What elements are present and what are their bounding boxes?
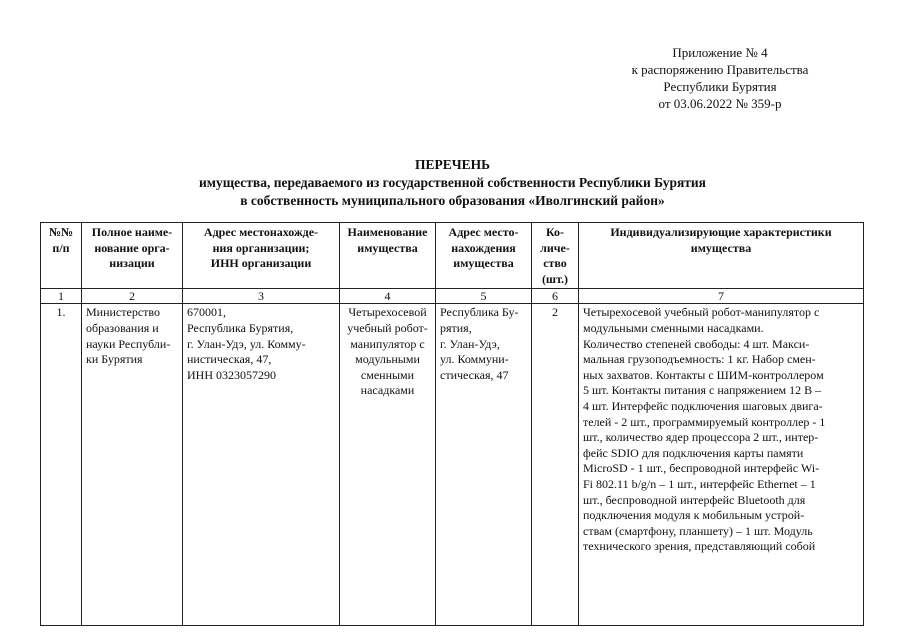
row-number: 1.	[41, 304, 82, 626]
appendix-block	[590, 44, 850, 112]
characteristics-cell: Четырехосевой учебный робот-манипулятор с модульными сменными насадками. Количество степеней свободы: 4 шт. Макси- мальная грузоподъемность: 1 кг. Набор смен- ных захватов. Контакты с ШИМ-контроллером 5 шт. Контакты питания с напряжением 12 В – 4 шт. Интерфейс подключения шаговых двига- телей - 2 шт., программируемый контроллер - 1 шт., количество ядер процессора 2 шт., интер- фейс SDIO для подключения карты памяти MicroSD - 1 шт., беспроводной интерфейс Wi- Fi 802.11 b/g/n – 1 шт., интерфейс Ethernet – 1 шт., беспроводной интерфейс Bluetooth для подключения модуля к мобильным устрой- ствам (смартфону, планшету) – 1 шт. Модуль технического зрения, представляющий собой	[579, 304, 864, 626]
appendix-line: от 03.06.2022 № 359-р	[658, 96, 782, 111]
property-address-cell: Республика Бу- рятия, г. Улан-Удэ, ул. Коммуни- стическая, 47	[436, 304, 532, 626]
column-number: 5	[436, 289, 532, 304]
table-row	[41, 304, 864, 626]
property-name-cell: Четырехосевой учебный робот- манипулятор с модульными сменными насадками	[340, 304, 436, 626]
organization-address-cell: 670001, Республика Бурятия, г. Улан-Удэ, ул. Комму- нистическая, 47, ИНН 0323057290	[183, 304, 340, 626]
column-number: 7	[579, 289, 864, 304]
column-number-row	[41, 289, 864, 304]
title-line: в собственность муниципального образования «Иволгинский район»	[240, 193, 665, 208]
column-number: 6	[532, 289, 579, 304]
header-cell-organization-address: Адрес местонахожде- ния организации; ИНН организации	[183, 223, 340, 289]
title-line: ПЕРЕЧЕНЬ	[414, 157, 491, 172]
quantity-cell: 2	[532, 304, 579, 626]
appendix-line: к распоряжению Правительства	[631, 62, 809, 77]
header-cell-characteristics: Индивидуализирующие характеристики имущества	[579, 223, 864, 289]
appendix-line: Приложение № 4	[672, 45, 768, 60]
header-cell-quantity: Ко- личе- ство (шт.)	[532, 223, 579, 289]
title-line: имущества, передаваемого из государственной собственности Республики Бурятия	[199, 175, 706, 190]
header-cell-property-name: Наименование имущества	[340, 223, 436, 289]
header-cell-number: №№ п/п	[41, 223, 82, 289]
column-number: 3	[183, 289, 340, 304]
column-number: 1	[41, 289, 82, 304]
appendix-line: Республики Бурятия	[663, 79, 777, 94]
column-number: 4	[340, 289, 436, 304]
document-title	[0, 156, 905, 210]
property-table	[40, 222, 864, 626]
header-cell-organization: Полное наиме- нование орга- низации	[82, 223, 183, 289]
header-cell-property-address: Адрес место- нахождения имущества	[436, 223, 532, 289]
column-number: 2	[82, 289, 183, 304]
header-row	[41, 223, 864, 289]
organization-cell: Министерство образования и науки Республи- ки Бурятия	[82, 304, 183, 626]
